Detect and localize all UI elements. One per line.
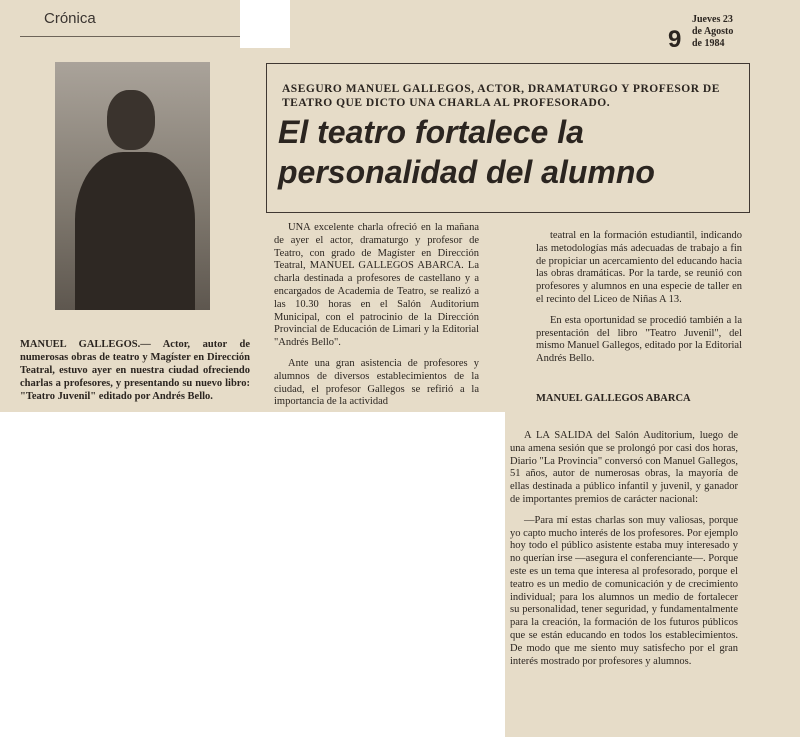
section-rule (20, 36, 240, 37)
paragraph: Ante una gran asistencia de profesores y alumnos de diversos establecimientos de la ciudad, el profesor Gallegos se refirió a la importancia de la actividad (274, 357, 479, 408)
portrait-body (75, 152, 195, 310)
headline-kicker: ASEGURO MANUEL GALLEGOS, ACTOR, DRAMATURGO Y PROFESOR DE TEATRO QUE DICTO UNA CHARLA AL PROFESORADO. (282, 83, 720, 109)
article-column-1 (274, 222, 479, 417)
paragraph: UNA excelente charla ofreció en la mañana de ayer el actor, dramaturgo y profesor de Teatro, con grado de Magíster en Dirección Teatral, MANUEL GALLEGOS ABARCA. La charla destinada a profesores de castellano y a encargados de Academia de Teatro, se realizó a las 10.30 horas en el Salón Auditorium Municipal, con el patrocinio de la Dirección Provincial de Educación de Limari y la Editorial "Andrés Bello". (274, 222, 479, 349)
date-line-3: de 1984 (692, 38, 725, 49)
paragraph: A LA SALIDA del Salón Auditorium, luego de una amena sesión que se prolongó por casi dos horas, Diario "La Provincia" conversó con Manuel Gallegos, 51 años, autor de numerosas obras, la mayoría de ellas destinada a público infantil y juvenil, y ganador de importantes premios de carácter nacional: (510, 430, 738, 505)
article-column-3 (510, 430, 738, 676)
blank-notch (240, 0, 290, 48)
portrait-photo (55, 62, 210, 310)
byline: MANUEL GALLEGOS ABARCA (536, 393, 691, 404)
portrait-head (107, 90, 155, 150)
section-name: Crónica (44, 10, 96, 27)
paragraph: En esta oportunidad se procedió también a la presentación del libro "Teatro Juvenil", del mismo Manuel Gallegos, editado por la Editorial Andrés Bello. (536, 314, 742, 365)
paragraph: —Para mí estas charlas son muy valiosas, porque yo capto mucho interés de los profesores. Por ejemplo hoy todo el público asistente estaba muy interesado y no querían irse —asegura el conferenciante—. Porque este es un tema que interesa al profesorado, porque el teatro es un medio de comunicación y de crecimiento individual; para los alumnos un medio de fortalecer su personalidad, tener seguridad, y fundamentalmente para la creación, la formación de los futuros públicos que se están educando en todos los establecimientos. De modo que me siento muy satisfecho por el gran interés mostrado por profesores y alumnos. (510, 514, 738, 667)
article-column-2 (536, 230, 742, 374)
date-block (692, 14, 792, 50)
photo-caption: MANUEL GALLEGOS.— Actor, autor de numerosas obras de teatro y Magíster en Dirección Teatral, estuvo ayer en nuestra ciudad ofreciendo charlas a profesores, y presentando su nuevo libro: "Teatro Juvenil" editado por Andrés Bello. (20, 339, 250, 402)
paragraph: teatral en la formación estudiantil, indicando las metodologías más adecuadas de trabajo a fin de propiciar un acercamiento del educando hacia las obras dramáticas. Por la tarde, se reunió con profesores y alumnos en una especie de taller en el recinto del Liceo de Niñas A 13. (536, 230, 742, 305)
page-number: 9 (668, 26, 682, 53)
date-line-1: Jueves 23 (692, 14, 733, 25)
headline-title: El teatro fortalece la personalidad del alumno (278, 114, 655, 190)
date-line-2: de Agosto (692, 26, 734, 37)
blank-area (0, 412, 505, 737)
